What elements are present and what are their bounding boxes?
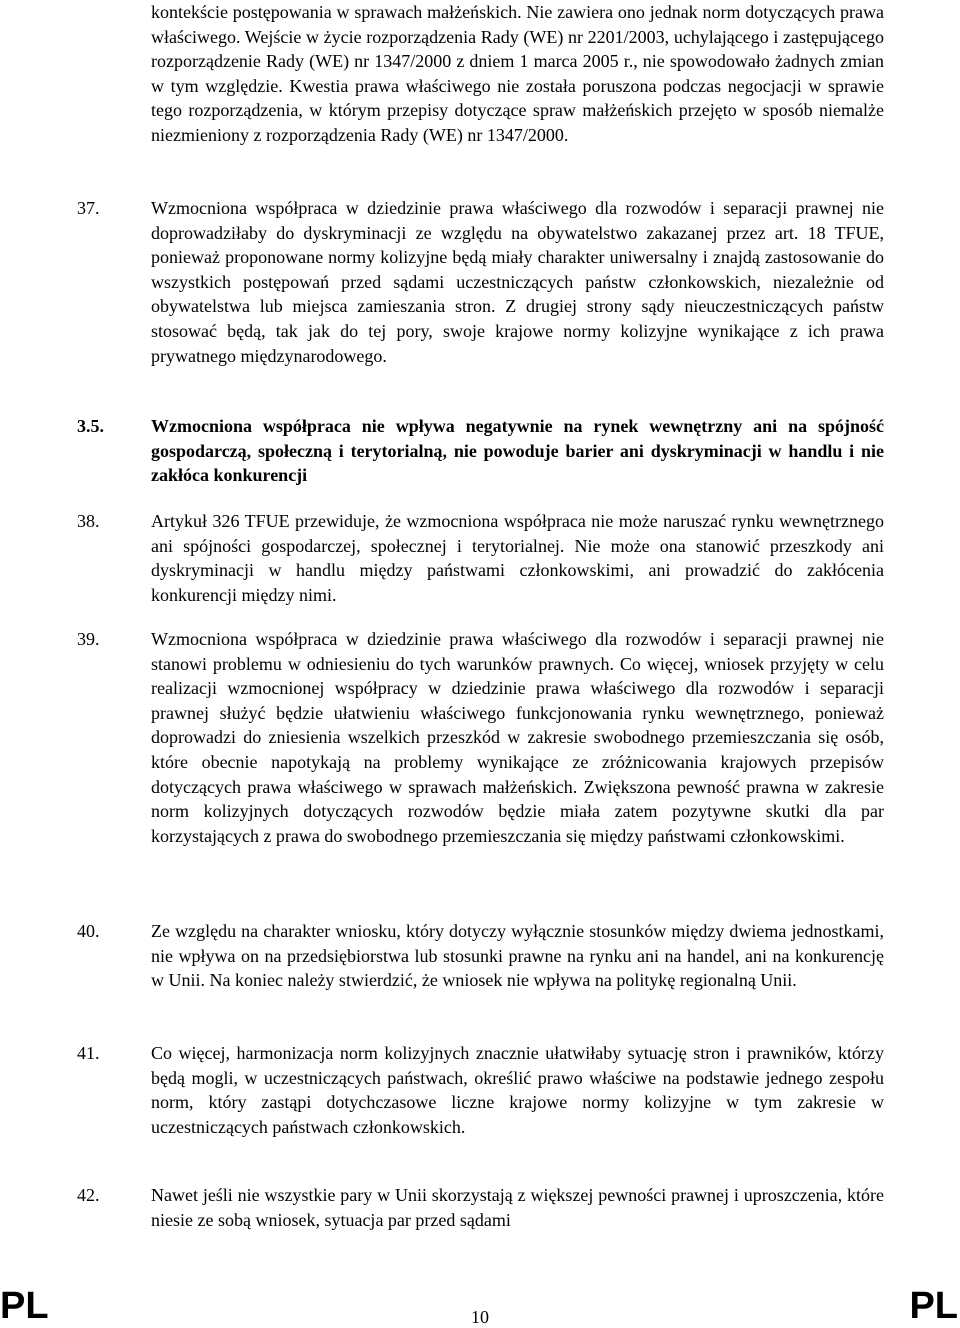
paragraph-number-42: 42. bbox=[77, 1185, 100, 1205]
paragraph-39: Wzmocniona współpraca w dziedzinie prawa właściwego dla rozwodów i separacji prawnej nie stanowi problemu w odniesieniu do tych warunków prawnych. Co więcej, wniosek przyjęty w celu realizacji wzmocnionej współpracy w dziedzinie prawa właściwego dla rozwodów i separacji prawnej służyć będzie ułatwieniu właściwego funkcjonowania rynku wewnętrznego, ponieważ doprowadzi do zniesienia wszelkich przeszkód w zakresie swobodnego przemieszczania się osób, które obecnie napotykają na problemy wynikające ze zróżnicowania krajowych przepisów dotyczących prawa właściwego w sprawach małżeńskich. Zwiększona pewność prawna w zakresie norm kolizyjnych dotyczących rozwodów będzie miała zatem pozytywne skutki dla par korzystających z prawa do swobodnego przemieszczania się między państwami członkowskimi. bbox=[151, 629, 884, 846]
paragraph-number-38: 38. bbox=[77, 511, 100, 531]
paragraph-number-37: 37. bbox=[77, 198, 100, 218]
page-number: 10 bbox=[471, 1307, 489, 1327]
paragraph-38: Artykuł 326 TFUE przewiduje, że wzmocniona współpraca nie może naruszać rynku wewnętrznego ani spójności gospodarczej, społecznej i terytorialnej. Nie może ona stanowić przeszkody ani dyskryminacji w handlu między państwami członkowskimi, ani prowadzić do zakłócenia konkurencji między nimi. bbox=[151, 511, 884, 605]
paragraph-number-39: 39. bbox=[77, 629, 100, 649]
section-heading-3-5: Wzmocniona współpraca nie wpływa negatywnie na rynek wewnętrzny ani na spójność gospodarczą, społeczną i terytorialną, nie powoduje barier ani dyskryminacji w handlu i nie zakłóca konkurencji bbox=[151, 416, 884, 486]
paragraph-40: Ze względu na charakter wniosku, który dotyczy wyłącznie stosunków między dwiema jednostkami, nie wpływa on na przedsiębiorstwa lub stosunki prawne na rynku ani na handel, ani na konkurencję w Unii. Na koniec należy stwierdzić, że wniosek nie wpływa na politykę regionalną Unii. bbox=[151, 921, 884, 991]
paragraph-37: Wzmocniona współpraca w dziedzinie prawa właściwego dla rozwodów i separacji prawnej nie doprowadziłaby do dyskryminacji ze względu na obywatelstwo zakazanej przez art. 18 TFUE, ponieważ proponowane normy kolizyjne będą miały charakter uniwersalny i znajdą zastosowanie do wszystkich postępowań przed sądami uczestniczących państw członkowskich, niezależnie od obywatelstwa lub miejsca zamieszania stron. Z drugiej strony sądy nieuczestniczących państw stosować będą, tak jak do tej pory, swoje krajowe normy kolizyjne wynikające z ich prawa prywatnego międzynarodowego. bbox=[151, 198, 884, 366]
paragraph-continued: kontekście postępowania w sprawach małżeńskich. Nie zawiera ono jednak norm dotyczących prawa właściwego. Wejście w życie rozporządzenia Rady (WE) nr 2201/2003, uchylającego i zastępującego rozporządzenie Rady (WE) nr 1347/2000 z dniem 1 marca 2005 r., nie spowodowało żadnych zmian w tym względzie. Kwestia prawa właściwego nie została poruszona podczas negocjacji w sprawie tego rozporządzenia, w którym przepisy dotyczące spraw małżeńskich przejęto w sposób niemalże niezmieniony z rozporządzenia Rady (WE) nr 1347/2000. bbox=[151, 2, 884, 145]
paragraph-number-41: 41. bbox=[77, 1043, 100, 1063]
paragraph-number-40: 40. bbox=[77, 921, 100, 941]
paragraph-42: Nawet jeśli nie wszystkie pary w Unii skorzystają z większej pewności prawnej i uproszczenia, które niesie ze sobą wniosek, sytuacja par przed sądami bbox=[151, 1185, 884, 1230]
footer-language-label-left: PL bbox=[0, 1285, 49, 1327]
footer-language-label-right: PL bbox=[909, 1285, 958, 1327]
section-number-3-5: 3.5. bbox=[77, 416, 104, 436]
paragraph-41: Co więcej, harmonizacja norm kolizyjnych znacznie ułatwiłaby sytuację stron i prawników, którzy będą mogli, w uczestniczących państwach, określić prawo właściwe na podstawie jednego zespołu norm, który zastąpi dotychczasowe liczne krajowe normy kolizyjne w tym zakresie w uczestniczących państwach członkowskich. bbox=[151, 1043, 884, 1137]
